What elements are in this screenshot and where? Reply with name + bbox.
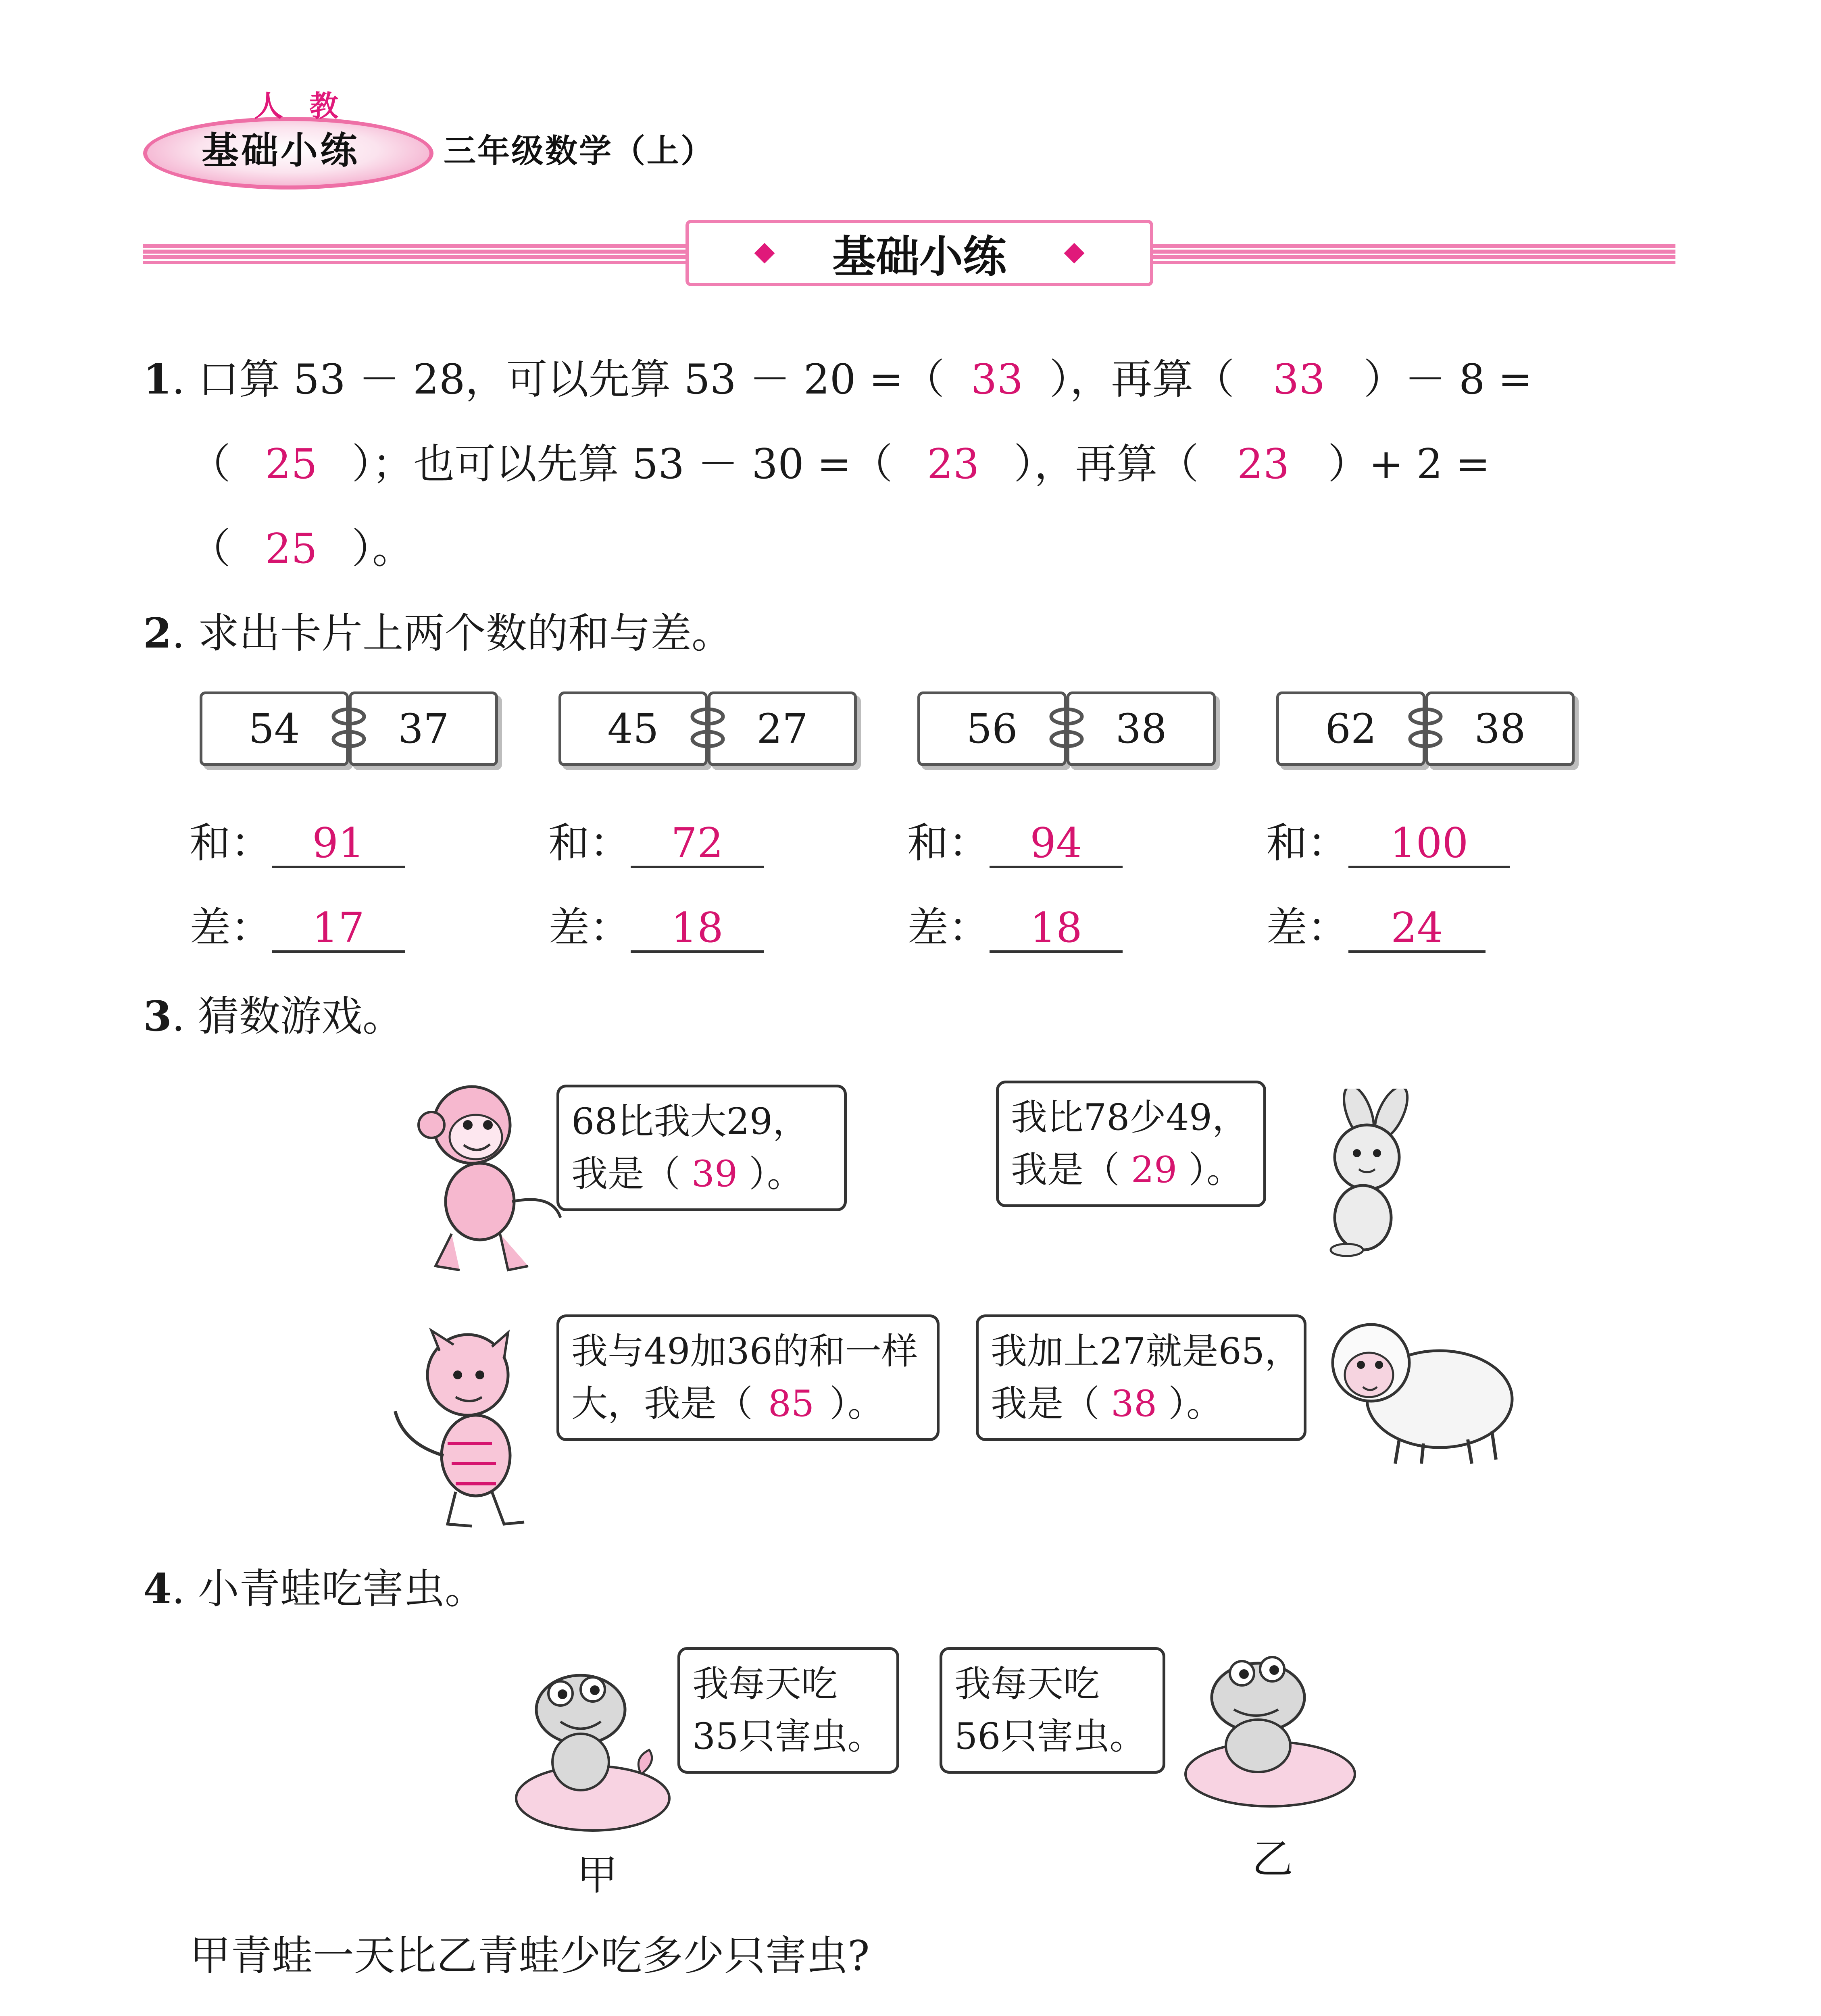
bubble-text: ）。 <box>829 1383 884 1425</box>
bubble-text: ）。 <box>1188 1149 1243 1191</box>
diff-label: 差： <box>907 904 990 952</box>
number-card: 45 <box>558 691 708 766</box>
speech-bubble-1 <box>556 1085 847 1211</box>
q1-text: （ <box>190 440 231 488</box>
bubble-line: 我与49加36的和一样 <box>571 1330 918 1372</box>
ring-binder-icon <box>1407 704 1444 752</box>
diff-row-3 <box>907 895 1123 954</box>
bubble-line: 我每天吃 <box>692 1663 838 1705</box>
q4-question: 甲青蛙一天比乙青蛙少吃多少只害虫? <box>190 1932 870 1980</box>
q2-text: . 求出卡片上两个数的和与差。 <box>171 610 733 658</box>
bubble-text: 大，我是（ <box>571 1383 753 1425</box>
diff-row-4 <box>1266 895 1486 954</box>
ring-binder-icon <box>331 704 367 752</box>
bubble-line: 35只害虫。 <box>692 1715 884 1758</box>
number-card: 37 <box>349 691 498 766</box>
sum-row-4 <box>1266 810 1510 869</box>
bubble-text: ）。 <box>1168 1383 1223 1425</box>
number-card: 27 <box>708 691 857 766</box>
bubble-line: 我比78少49， <box>1011 1096 1249 1139</box>
frog-a-illustration <box>512 1661 673 1847</box>
brand-publisher: 人 教 <box>254 89 347 123</box>
number-card: 38 <box>1425 691 1575 766</box>
sum-row-1 <box>190 810 405 869</box>
sum-row-2 <box>548 810 764 869</box>
q2-prompt <box>143 601 733 660</box>
diff-answer: 18 <box>990 906 1123 953</box>
sum-label: 和： <box>190 819 272 867</box>
q1-line1 <box>143 347 1533 406</box>
q1-answer-2: 33 <box>1273 356 1325 404</box>
bubble-answer: 38 <box>1111 1383 1157 1425</box>
bubble-answer: 29 <box>1131 1149 1177 1191</box>
tiger-illustration <box>387 1322 560 1532</box>
diff-answer: 18 <box>631 906 764 953</box>
sum-row-3 <box>907 810 1123 869</box>
number-card: 62 <box>1276 691 1425 766</box>
diamond-icon <box>754 243 775 263</box>
diff-row-2 <box>548 895 764 954</box>
q4-number: 4 <box>143 1565 172 1613</box>
q1-text: ），再算（ <box>1049 356 1235 404</box>
sheep-illustration <box>1319 1306 1520 1468</box>
q4-text: . 小青蛙吃害虫。 <box>171 1565 486 1613</box>
sum-answer: 91 <box>272 821 405 868</box>
frog-a-bubble <box>677 1647 899 1774</box>
q1-answer-4: 23 <box>927 440 979 488</box>
diff-label: 差： <box>1266 904 1348 952</box>
sum-label: 和： <box>907 819 990 867</box>
frog-a-label: 甲 <box>577 1851 618 1899</box>
bubble-line <box>991 1378 1292 1430</box>
q1-text: （ <box>190 525 231 573</box>
bubble-line: 56只害虫。 <box>954 1715 1146 1758</box>
q4-prompt <box>143 1556 486 1615</box>
bubble-line: 我加上27就是65， <box>991 1330 1301 1372</box>
q2-number: 2 <box>143 609 172 658</box>
diff-row-1 <box>190 895 405 954</box>
q1-answer-6: 25 <box>265 525 317 573</box>
sum-answer: 94 <box>990 821 1123 868</box>
frog-b-illustration <box>1169 1645 1359 1814</box>
q1-text: ）－ 8 = <box>1363 356 1533 404</box>
ring-binder-icon <box>690 704 726 752</box>
frog-b-bubble <box>940 1647 1165 1774</box>
speech-bubble-2 <box>996 1081 1266 1207</box>
frog-b-label: 乙 <box>1252 1835 1293 1883</box>
rabbit-illustration <box>1282 1089 1427 1258</box>
number-card: 38 <box>1067 691 1216 766</box>
q1-answer-3: 25 <box>265 440 317 488</box>
q3-number: 3 <box>143 992 172 1041</box>
q4-equation <box>190 2010 598 2016</box>
section-title: 基础小练 <box>832 232 1006 282</box>
q1-line3 <box>190 516 413 575</box>
bubble-line <box>571 1378 925 1430</box>
sum-label: 和： <box>1266 819 1348 867</box>
q1-answer-1: 33 <box>971 356 1023 404</box>
q1-answer-5: 23 <box>1237 440 1290 488</box>
q3-prompt <box>143 984 404 1043</box>
number-card: 56 <box>917 691 1067 766</box>
q3-text: . 猜数游戏。 <box>171 993 404 1041</box>
speech-bubble-4 <box>976 1314 1306 1441</box>
q1-text: ），再算（ <box>1013 440 1199 488</box>
diamond-icon <box>1064 243 1085 263</box>
q1-number: 1 <box>143 355 172 404</box>
diff-label: 差： <box>190 904 272 952</box>
bubble-answer: 39 <box>691 1153 738 1195</box>
bubble-line: 我每天吃 <box>954 1663 1100 1705</box>
diff-answer: 17 <box>272 906 405 953</box>
bubble-line: 68比我大29， <box>571 1100 809 1143</box>
q1-line2 <box>190 431 1490 490</box>
section-title-box <box>685 220 1153 286</box>
bubble-text: 我是（ <box>1011 1149 1120 1191</box>
bubble-text: 我是（ <box>571 1153 680 1195</box>
q1-text: . 口算 53 － 28，可以先算 53 － 20 =（ <box>171 356 945 404</box>
monkey-illustration <box>399 1073 569 1282</box>
number-card: 54 <box>200 691 349 766</box>
sum-label: 和： <box>548 819 631 867</box>
ring-binder-icon <box>1048 704 1085 752</box>
bubble-answer: 85 <box>768 1383 815 1425</box>
diff-label: 差： <box>548 904 631 952</box>
brand-title: 基础小练 <box>202 129 360 172</box>
bubble-text: 我是（ <box>991 1383 1100 1425</box>
q1-text: ）；也可以先算 53 － 30 =（ <box>352 440 893 488</box>
sum-answer: 100 <box>1348 821 1510 868</box>
sum-answer: 72 <box>631 821 764 868</box>
grade-subject: 三年级数学（上） <box>444 132 715 170</box>
q1-text: ）。 <box>352 525 413 573</box>
q1-text: ）+ 2 = <box>1327 440 1490 488</box>
diff-answer: 24 <box>1348 906 1486 953</box>
speech-bubble-3 <box>556 1314 940 1441</box>
bubble-line <box>1011 1144 1251 1196</box>
bubble-text: ）。 <box>749 1153 803 1195</box>
bubble-line <box>571 1148 832 1200</box>
